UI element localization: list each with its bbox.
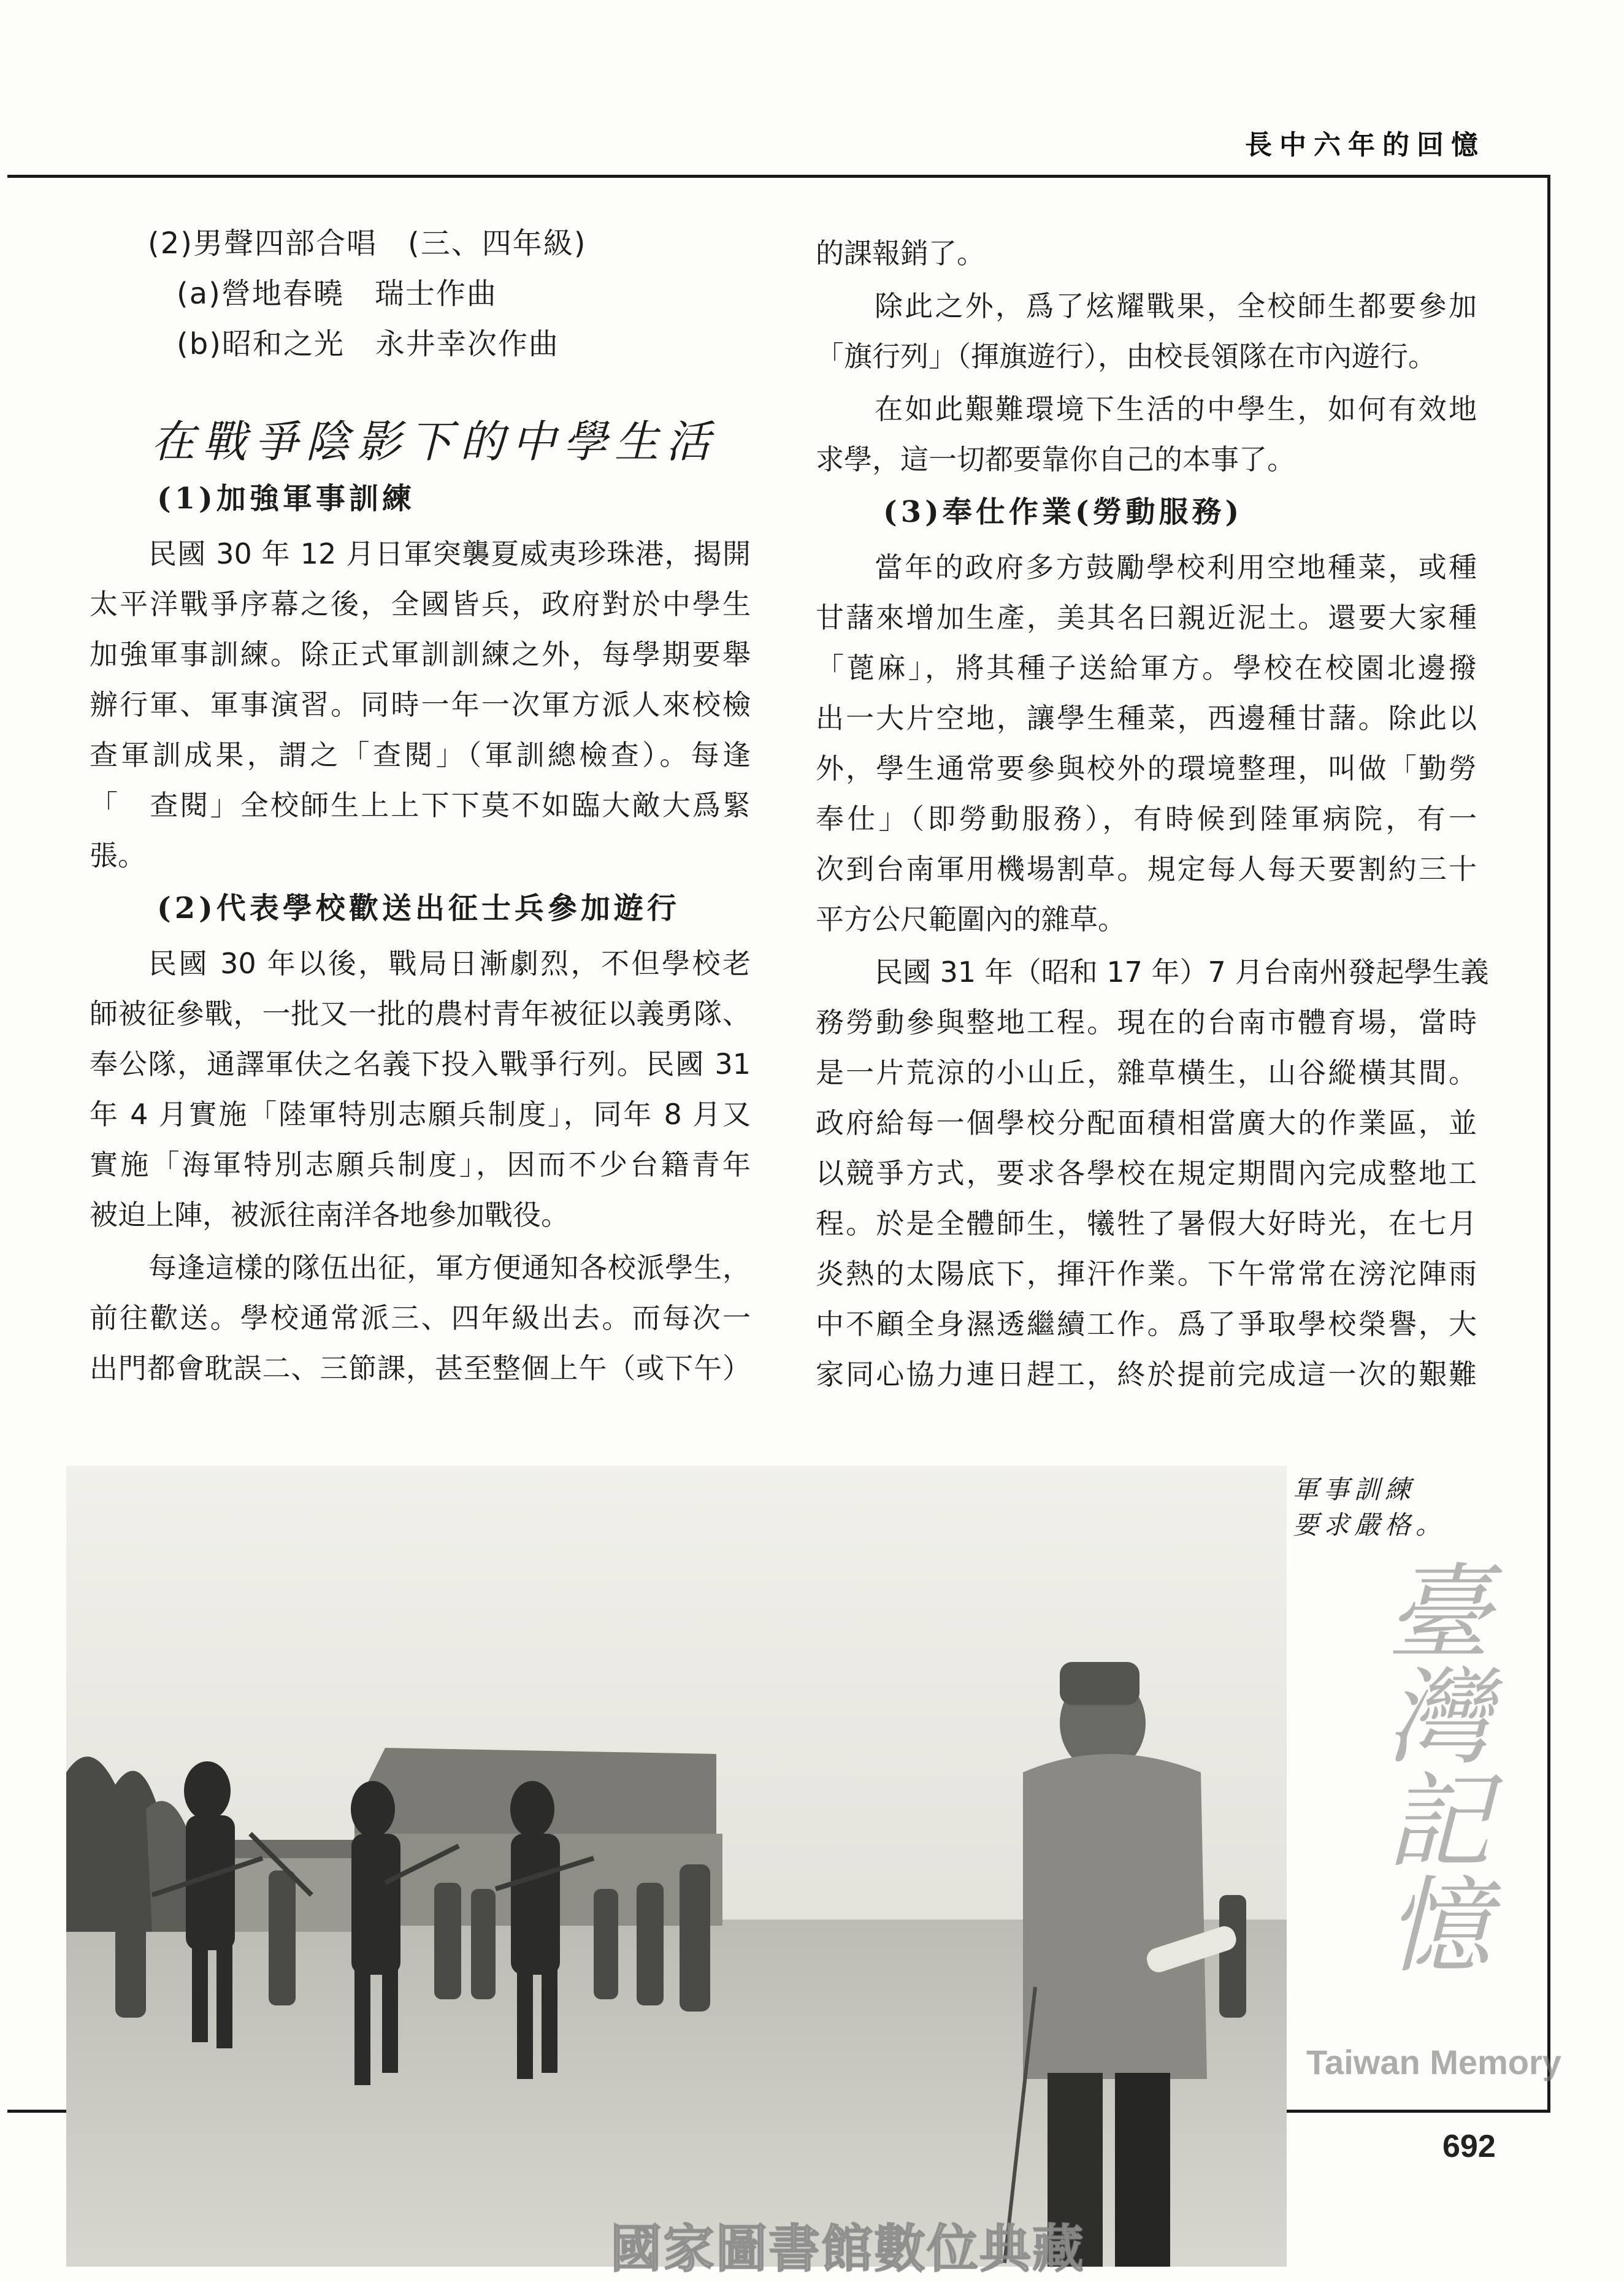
running-head: 長中六年的回憶 xyxy=(1245,129,1485,161)
right-rule xyxy=(1547,175,1550,2113)
photo-caption xyxy=(1293,1472,1446,1543)
text-line: 奉公隊，通譯軍伕之名義下投入戰爭行列。民國 31 xyxy=(90,1047,751,1081)
text-line: 查軍訓成果，謂之「查閱」（軍訓總檢查）。每逢 xyxy=(90,738,751,772)
text-line: 前往歡送。學校通常派三、四年級出去。而每次一 xyxy=(90,1301,751,1334)
text-line: 「 查閱」全校師生上上下下莫不如臨大敵大爲緊 xyxy=(90,789,751,822)
text-line: 年 4 月實施「陸軍特別志願兵制度」，同年 8 月又 xyxy=(90,1098,751,1131)
text-column-right xyxy=(816,226,1489,1399)
program-item: (a)營地春曉 瑞士作曲 xyxy=(177,277,497,311)
paragraph xyxy=(816,228,1477,278)
text-line: 在如此艱難環境下生活的中學生，如何有效地 xyxy=(875,392,1477,426)
paragraph xyxy=(90,938,751,1240)
text-line: 「旗行列」（揮旗遊行），由校長領隊在市內遊行。 xyxy=(816,340,1436,373)
text-line: 務勞動參與整地工程。現在的台南市體育場，當時 xyxy=(816,1006,1477,1039)
text-line: 是一片荒涼的小山丘，雜草橫生，山谷縱橫其間。 xyxy=(816,1056,1477,1089)
text-line: 實施「海軍特別志願兵制度」，因而不少台籍青年 xyxy=(90,1148,751,1181)
text-line: 甘藷來增加生產，美其名曰親近泥土。還要大家種 xyxy=(816,601,1477,634)
paragraph xyxy=(816,947,1489,1399)
program-item: (2)男聲四部合唱 (三、四年級) xyxy=(148,226,587,261)
text-line: 加強軍事訓練。除正式軍訓訓練之外，每學期要舉 xyxy=(90,638,751,671)
text-line: 出門都會耽誤二、三節課，甚至整個上午（或下午） xyxy=(90,1352,751,1385)
caption-line-2: 要求嚴格。 xyxy=(1293,1510,1447,1540)
paragraph xyxy=(816,281,1477,381)
text-line: 奉仕」（即勞動服務），有時候到陸軍病院，有一 xyxy=(816,802,1477,835)
text-line: 太平洋戰爭序幕之後，全國皆兵，政府對於中學生 xyxy=(90,588,751,621)
wm-taiwan-memory-cn: 臺灣記憶 xyxy=(1368,1558,1490,1975)
wm-taiwan-memory-en: Taiwan Memory xyxy=(1306,2043,1561,2081)
text-line: 政府給每一個學校分配面積相當廣大的作業區，並 xyxy=(816,1106,1477,1139)
text-line: 外，學生通常要參與校外的環境整理，叫做「勤勞 xyxy=(816,752,1477,785)
paragraph xyxy=(816,542,1477,944)
text-line: 次到台南軍用機場割草。規定每人每天要割約三十 xyxy=(816,852,1477,886)
text-line: 出一大片空地，讓學生種菜，西邊種甘藷。除此以 xyxy=(816,702,1477,735)
text-line: 每逢這樣的隊伍出征，軍方便通知各校派學生， xyxy=(148,1251,751,1284)
paragraph xyxy=(90,529,751,881)
top-rule xyxy=(7,175,1550,178)
subsection-heading: (1)加強軍事訓練 xyxy=(157,481,415,516)
subsection-heading: (3)奉仕作業(勞動服務) xyxy=(883,495,1243,529)
section-title: 在戰爭陰影下的中學生活 xyxy=(151,416,718,467)
text-line: 當年的政府多方鼓勵學校利用空地種菜，或種 xyxy=(875,551,1477,584)
text-line: 民國 30 年以後，戰局日漸劇烈，不但學校老 xyxy=(148,947,751,980)
text-line: 家同心協力連日趕工，終於提前完成這一次的艱難 xyxy=(816,1358,1477,1391)
wm-taiwan-memory xyxy=(1306,1558,1561,2097)
text-line: 中不顧全身濕透繼續工作。爲了爭取學校榮譽，大 xyxy=(816,1308,1477,1341)
page-number: 692 xyxy=(1442,2129,1496,2164)
text-line: 平方公尺範圍內的雜草。 xyxy=(816,903,1126,936)
text-line: 炎熱的太陽底下，揮汗作業。下午常常在滂沱陣雨 xyxy=(816,1257,1477,1290)
text-line: 民國 30 年 12 月日軍突襲夏威夷珍珠港，揭開 xyxy=(148,537,751,570)
paragraph xyxy=(816,384,1477,484)
paragraph xyxy=(90,1242,751,1393)
text-line: 師被征參戰，一批又一批的農村青年被征以義勇隊、 xyxy=(90,997,751,1030)
text-line: 「蓖麻」，將其種子送給軍方。學校在校園北邊撥 xyxy=(816,651,1477,684)
subsection-heading: (2)代表學校歡送出征士兵參加遊行 xyxy=(157,891,680,925)
text-column-left xyxy=(90,218,751,1393)
text-line: 程。於是全體師生，犧牲了暑假大好時光，在七月 xyxy=(816,1207,1477,1240)
wm-library: 國家圖書館數位典藏 xyxy=(610,2219,1086,2279)
text-line: 的課報銷了。 xyxy=(816,237,985,270)
text-line: 張。 xyxy=(90,839,146,872)
text-line: 以競爭方式，要求各學校在規定期間內完成整地工 xyxy=(816,1157,1477,1190)
text-line: 辦行軍、軍事演習。同時一年一次軍方派人來校檢 xyxy=(90,688,751,721)
text-line: 民國 31 年（昭和 17 年）7 月台南州發起學生義 xyxy=(875,955,1489,989)
caption-line-1: 軍事訓練 xyxy=(1293,1474,1416,1504)
military-training-photo xyxy=(66,1466,1287,2267)
text-line: 被迫上陣，被派往南洋各地參加戰役。 xyxy=(90,1198,569,1231)
program-item: (b)昭和之光 永井幸次作曲 xyxy=(177,327,559,361)
text-line: 求學，這一切都要靠你自己的本事了。 xyxy=(816,443,1295,476)
text-line: 除此之外，爲了炫耀戰果，全校師生都要參加 xyxy=(875,289,1477,323)
